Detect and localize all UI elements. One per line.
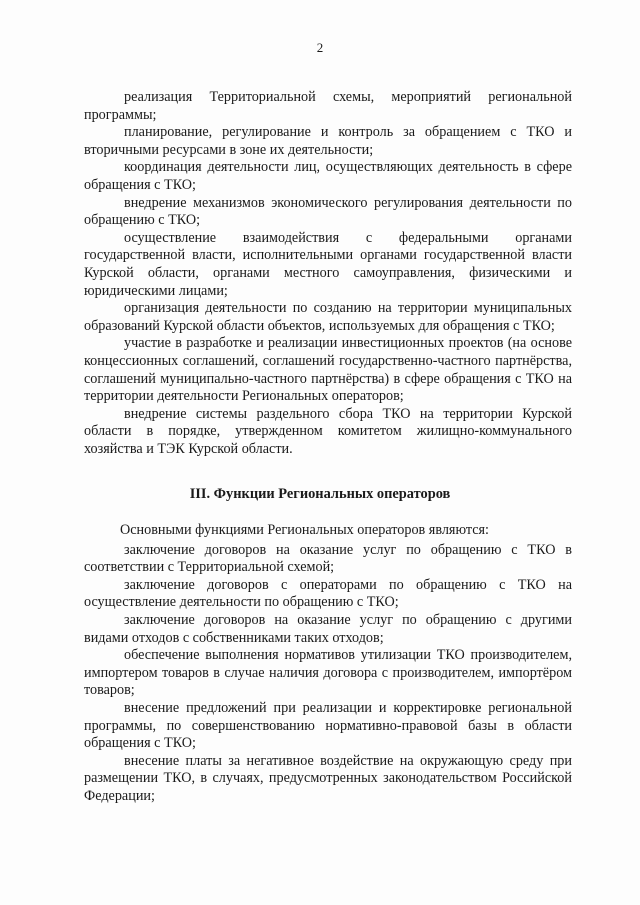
functions-list — [84, 522, 572, 806]
list-item: внесение платы за негативное воздействие на окружающую среду при размещении ТКО, в случаях, предусмотренных законодательством Российской Федерации; — [84, 752, 572, 804]
list-item: заключение договоров на оказание услуг по обращению с ТКО в соответствии с Территориальной схемой; — [84, 541, 572, 576]
list-item: заключение договоров с операторами по обращению с ТКО на осуществление деятельности по обращению с ТКО; — [84, 576, 572, 611]
list-item: заключение договоров на оказание услуг по обращению с другими видами отходов с собственниками таких отходов; — [84, 611, 572, 646]
list-item: координация деятельности лиц, осуществляющих деятельность в сфере обращения с ТКО; — [84, 159, 572, 193]
list-item: реализация Территориальной схемы, мероприятий региональной программы; — [84, 89, 572, 123]
list-item: организация деятельности по созданию на территории муниципальных образований Курской области объектов, используемых для обращения с ТКО; — [84, 300, 572, 334]
list-item: внедрение механизмов экономического регулирования деятельности по обращению с ТКО; — [84, 194, 572, 229]
list-item: внесение предложений при реализации и корректировке региональной программы, по совершенствованию нормативно-правовой базы в области обращения с ТКО; — [84, 699, 572, 752]
list-item: осуществление взаимодействия с федеральными органами государственной власти, исполнительными органами государственной власти Курской области, органами местного самоуправления, физическими и юридическими лицами; — [84, 229, 572, 299]
objectives-list — [84, 89, 572, 458]
list-item: обеспечение выполнения нормативов утилизации ТКО производителем, импортером товаров в случае наличия договора с производителем, импортёром товаров; — [84, 647, 572, 699]
list-item: планирование, регулирование и контроль за обращением с ТКО и вторичными ресурсами в зоне их деятельности; — [84, 124, 572, 158]
page-number: 2 — [316, 40, 324, 55]
list-item: внедрение системы раздельного сбора ТКО на территории Курской области в порядке, утвержденном комитетом жилищно-коммунального хозяйства и ТЭК Курской области. — [84, 405, 572, 457]
section-heading: III. Функции Региональных операторов — [189, 486, 451, 502]
section-intro: Основными функциями Региональных операторов являются: — [120, 522, 489, 538]
list-item: участие в разработке и реализации инвестиционных проектов (на основе концессионных соглашений, соглашений государственно-частного партнёрства, соглашений муниципально-частного партнёрства) в сфере обращения с ТКО на территории деятельности Региональных операторов; — [84, 335, 572, 405]
